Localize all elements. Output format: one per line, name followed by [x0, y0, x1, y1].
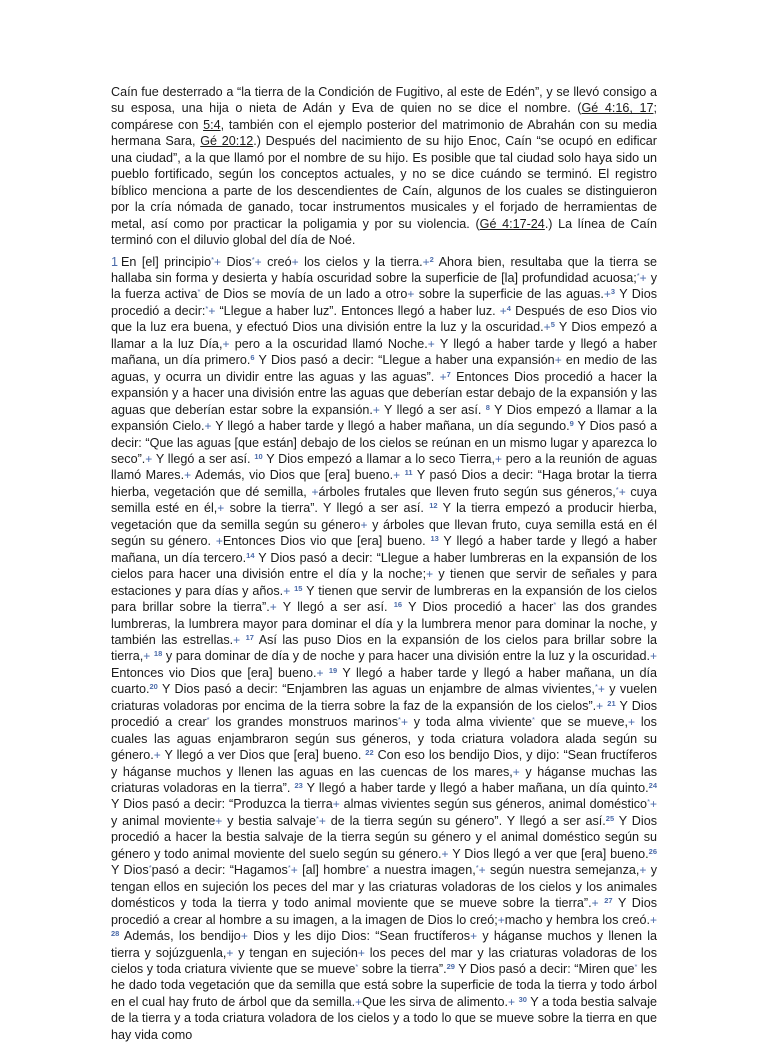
cross-reference-marker[interactable]: +: [318, 813, 326, 828]
cross-reference-marker[interactable]: +: [355, 994, 363, 1009]
cross-reference-marker[interactable]: +: [208, 303, 216, 318]
footnote-marker[interactable]: *: [647, 797, 650, 807]
cross-reference-marker[interactable]: +: [143, 649, 151, 664]
verse-number[interactable]: 19: [328, 665, 338, 675]
verse-number[interactable]: 25: [605, 813, 615, 823]
verse-number[interactable]: 8: [485, 402, 490, 412]
footnote-marker[interactable]: *: [197, 287, 201, 297]
intro-text-5: .) La línea de Caín terminó con el diluvio global del día de Noé.: [111, 216, 657, 248]
cross-reference-marker[interactable]: +: [591, 896, 599, 911]
genesis-text: En [el] principio*+ Dios*+ creó+ los cielos y la tierra.+$^2$ Ahora bien, resultaba que la tierra se hallaba sin forma y desierta y había oscuridad sobre la superficie de [la] profundidad acuosa;*+ y la fuerza activa* de Dios se movía de un lado a otro+ sobre la superficie de las aguas.+$^3$ Y Dios procedió a decir:*+ “Llegue a haber luz”. Entonces llegó a haber luz. +$^4$ Después de eso Dios vio que la luz era buena, y efectuó Dios una división entre la luz y la oscuridad.+$^5$ Y Dios empezó a llamar a la luz Día,+ pero a la oscuridad llamó Noche.+ Y llegó a haber tarde y llegó a haber mañana, un día primero.$^6$ Y Dios pasó a decir: “Llegue a haber una expansión+ en medio de las aguas, y ocurra un dividir entre las aguas y las aguas”. +$^7$ Entonces Dios procedió a hacer la expansión y a hacer una división entre las aguas que deberían estar debajo de la expansión y las aguas que deberían estar sobre la expansión.+ Y llegó a ser así. $^8$ Y Dios empezó a llamar a la expansión Cielo.+ Y llegó a haber tarde y llegó a haber mañana, un día segundo.$^9$ Y Dios pasó a decir: “Que las aguas [que están] debajo de los cielos se reúnan en un mismo lugar y aparezca lo seco”.+ Y llegó a ser así. $^{10}$ Y Dios empezó a llamar a lo seco Tierra,+ pero a la reunión de aguas llamó Mares.+ Además, vio Dios que [era] bueno.+ $^{11}$ Y pasó Dios a decir: “Haga brotar la tierra hierba, vegetación que dé semilla, +árboles frutales que lleven fruto según sus géneros,*+ cuya semilla esté en él,+ sobre la tierra”. Y llegó a ser así. $^{12}$ Y la tierra empezó a producir hierba, vegetación que da semilla según su género+ y árboles que llevan fruto, cuya semilla está en él según su género. +Entonces Dios vio que [era] bueno. $^{13}$ Y llegó a haber tarde y llegó a haber mañana, un día tercero.$^{14}$ Y Dios pasó a decir: “Llegue a haber lumbreras en la expansión de los cielos para hacer una división entre el día y la noche;+ y tienen que servir de señales y para estaciones y para días y años.+ $^{15}$ Y tienen que servir de lumbreras en la expansión de los cielos para brillar sobre la tierra”.+ Y llegó a ser así. $^{16}$ Y Dios procedió a hacer* las dos grandes lumbreras, la lumbrera mayor para dominar el día y la lumbrera menor para dominar la noche, y también las estrellas.+ $^{17}$ Así las puso Dios en la expansión de los cielos para brillar sobre la tierra,+ $^{18}$ y para dominar de día y de noche y para hacer una división entre la luz y la oscuridad.+ Entonces vio Dios que [era] bueno.+ $^{19}$ Y llegó a haber tarde y llegó a haber mañana, un día cuarto.$^{20}$ Y Dios pasó a decir: “Enjambren las aguas un enjambre de almas vivientes,*+ y vuelen criaturas voladoras por encima de la tierra sobre la faz de la expansión de los cielos”.+ $^{21}$ Y Dios procedió a crear* los grandes monstruos marinos*+ y toda alma viviente* que se mueve,+ los cuales las aguas enjambraron según sus géneros, y toda criatura voladora alada según su género.+ Y llegó a ver Dios que [era] bueno. $^{22}$ Con eso los bendijo Dios, y dijo: “Sean fructíferos y háganse muchos y llenen las aguas en las cuencas de los mares,+ y háganse muchas las criaturas voladoras en la tierra”. $^{23}$ Y llegó a haber tarde y llegó a haber mañana, un día quinto.$^{24}$ Y Dios pasó a decir: “Produzca la tierra+ almas vivientes según sus géneros, animal doméstico*+ y animal moviente+ y bestia salvaje*+ de la tierra según su género”. Y llegó a ser así.$^{25}$ Y Dios procedió a hacer la bestia salvaje de la tierra según su género y el animal doméstico según su género y todo animal moviente del suelo según su género.+ Y Dios llegó a ver que [era] bueno.$^{26}$ Y Dios*pasó a decir: “Hagamos*+ [al] hombre* a nuestra imagen,*+ según nuestra semejanza,+ y tengan ellos en sujeción los peces del mar y las criaturas voladoras de los cielos y los animales domésticos y toda la tierra y todo animal moviente que se mueve sobre la tierra”.+ $^{27}$ Y Dios procedió a crear al hombre a su imagen, a la imagen de Dios lo creó;+macho y hembra los creó.+ $^{28}$ Además, los bendijo+ Dios y les dijo Dios: “Sean fructíferos+ y háganse muchos y llenen la tierra y sojúzguenla,+ y tengan en sujeción+ los peces del mar y las criaturas voladoras de los cielos y toda criatura viviente que se mueve* sobre la tierra”.$^{29}$ Y Dios pasó a decir: “Miren que* les he dado toda vegetación que da semilla que está sobre la superficie de toda la tierra y todo árbol en el cual hay fruto de árbol que da semilla.+Que les sirva de alimento.+ $^{30}$ Y a toda bestia salvaje de la tierra y a toda criatura voladora de los cielos y a todo lo que se mueve sobre la tierra en que hay vida como: [111, 254, 658, 1042]
cross-reference-marker[interactable]: +: [184, 468, 192, 483]
cross-reference-marker[interactable]: +: [427, 336, 435, 351]
cross-reference-marker[interactable]: +: [596, 698, 604, 713]
verse-number[interactable]: 12: [429, 501, 438, 511]
cross-reference-marker[interactable]: +: [597, 682, 605, 697]
cross-reference-marker[interactable]: +: [204, 419, 212, 434]
cross-reference-marker[interactable]: +: [512, 764, 520, 779]
footnote-marker[interactable]: *: [148, 863, 152, 873]
cross-reference-marker[interactable]: +: [650, 649, 658, 664]
verse-number[interactable]: 2: [429, 254, 434, 264]
cross-reference-marker[interactable]: +: [316, 665, 324, 680]
cross-reference-marker[interactable]: +: [233, 632, 241, 647]
verse-number[interactable]: 4: [506, 303, 511, 313]
verse-number[interactable]: 24: [648, 781, 657, 791]
footnote-marker[interactable]: *: [355, 962, 359, 972]
footnote-marker[interactable]: *: [615, 484, 619, 494]
cross-reference-marker[interactable]: +: [470, 929, 478, 944]
footnote-marker[interactable]: *: [205, 303, 209, 313]
verse-number[interactable]: 5: [550, 320, 555, 330]
footnote-marker[interactable]: *: [315, 813, 319, 823]
footnote-marker[interactable]: *: [287, 863, 291, 873]
cross-reference-marker[interactable]: +: [543, 320, 551, 335]
cross-reference-marker[interactable]: +: [508, 994, 516, 1009]
scripture-link-ge-20-12[interactable]: Gé 20:12: [200, 134, 254, 149]
footnote-marker[interactable]: *: [532, 715, 535, 725]
verse-number[interactable]: 7: [446, 369, 451, 379]
verse-number[interactable]: 23: [294, 781, 303, 791]
scripture-link-5-4[interactable]: 5:4: [203, 117, 221, 132]
intro-text-1: Caín fue desterrado a “la tierra de la Condición de Fugitivo, al este de Edén”, y se llevó consigo a su esposa, una hija o nieta de Adán y Eva de quien no se dice el nombre. (: [111, 85, 657, 116]
cross-reference-marker[interactable]: +: [400, 715, 408, 730]
verse-number[interactable]: 28: [111, 929, 120, 939]
cross-reference-marker[interactable]: +: [478, 863, 486, 878]
cross-reference-marker[interactable]: +: [240, 929, 248, 944]
verse-number[interactable]: 29: [446, 962, 455, 972]
cross-reference-marker[interactable]: +: [603, 287, 611, 302]
verse-number[interactable]: 17: [245, 632, 254, 642]
intro-paragraph: [111, 84, 657, 249]
cross-reference-marker[interactable]: +: [494, 451, 502, 466]
cross-reference-marker[interactable]: +: [628, 715, 636, 730]
cross-reference-marker[interactable]: +: [215, 534, 223, 549]
footnote-marker[interactable]: *: [594, 682, 598, 692]
cross-reference-marker[interactable]: +: [291, 254, 299, 269]
cross-reference-marker[interactable]: +: [650, 912, 658, 927]
cross-reference-marker[interactable]: +: [226, 945, 234, 960]
cross-reference-marker[interactable]: +: [360, 517, 368, 532]
verse-number[interactable]: 11: [404, 468, 413, 478]
verse-number[interactable]: 22: [365, 748, 374, 758]
cross-reference-marker[interactable]: +: [639, 270, 647, 285]
footnote-marker[interactable]: *: [636, 270, 640, 280]
cross-reference-marker[interactable]: +: [407, 287, 415, 302]
verse-number[interactable]: 15: [294, 583, 303, 593]
verse-number[interactable]: 30: [518, 994, 527, 1004]
footnote-marker[interactable]: *: [251, 254, 255, 264]
cross-reference-marker[interactable]: +: [649, 797, 657, 812]
scripture-link-ge-4-16-17[interactable]: Gé 4:16, 17: [581, 101, 654, 116]
cross-reference-marker[interactable]: +: [145, 451, 153, 466]
intro-text-2: ; compárese con: [111, 101, 657, 132]
verse-number[interactable]: 26: [648, 846, 658, 856]
footnote-marker[interactable]: *: [475, 863, 479, 873]
cross-reference-marker[interactable]: +: [393, 468, 401, 483]
cross-reference-marker[interactable]: +: [499, 303, 507, 318]
verse-number[interactable]: 20: [149, 682, 158, 692]
verse-number[interactable]: 9: [569, 419, 574, 429]
cross-reference-marker[interactable]: +: [618, 484, 626, 499]
cross-reference-marker[interactable]: +: [215, 813, 223, 828]
cross-reference-marker[interactable]: +: [153, 748, 161, 763]
cross-reference-marker[interactable]: +: [426, 567, 434, 582]
document-page: [111, 84, 657, 1043]
chapter-number: 1: [111, 254, 119, 269]
cross-reference-marker[interactable]: +: [639, 863, 647, 878]
footnote-marker[interactable]: *: [365, 863, 369, 873]
footnote-marker[interactable]: *: [398, 715, 401, 725]
verse-number[interactable]: 6: [250, 353, 255, 363]
verse-number[interactable]: 27: [604, 896, 613, 906]
cross-reference-marker[interactable]: +: [217, 501, 225, 516]
cross-reference-marker[interactable]: +: [254, 254, 262, 269]
footnote-marker[interactable]: *: [634, 962, 638, 972]
footnote-marker[interactable]: *: [206, 715, 210, 725]
cross-reference-marker[interactable]: +: [290, 863, 298, 878]
verse-number[interactable]: 10: [254, 451, 263, 461]
cross-reference-marker[interactable]: +: [422, 254, 430, 269]
cross-reference-marker[interactable]: +: [214, 254, 222, 269]
footnote-marker[interactable]: *: [211, 254, 214, 264]
cross-reference-marker[interactable]: +: [554, 353, 562, 368]
cross-reference-marker[interactable]: +: [269, 600, 277, 615]
footnote-marker[interactable]: *: [553, 600, 557, 610]
intro-text-3: , también con el ejemplo posterior del matrimonio de Abrahán con su media hermana Sara,: [111, 117, 657, 149]
cross-reference-marker[interactable]: +: [497, 912, 505, 927]
verse-number[interactable]: 14: [246, 550, 255, 560]
cross-reference-marker[interactable]: +: [372, 402, 380, 417]
cross-reference-marker[interactable]: +: [222, 336, 230, 351]
intro-text-4: .) Después del nacimiento de su hijo Enoc, Caín “se ocupó en edificar una ciudad”, a la que llamó por el nombre de su hijo. Es posible que tal ciudad solo haya sido un pueblo fortificado, según los conceptos actuales, y no se dice cuándo se terminó. El registro bíblico menciona a parte de los descendientes de Caín, algunos de los cuales se distinguieron por la cría nómada de ganado, tocar instrumentos musicales y el forjado de herramientas de metal, así como por practicar la poligamia y por su violencia. (: [111, 134, 657, 231]
scripture-link-ge-4-17-24[interactable]: Gé 4:17-24: [479, 216, 545, 231]
cross-reference-marker[interactable]: +: [439, 369, 447, 384]
verse-number[interactable]: 13: [430, 534, 439, 544]
cross-reference-marker[interactable]: +: [283, 583, 291, 598]
verse-number[interactable]: 3: [610, 287, 616, 297]
cross-reference-marker[interactable]: +: [357, 945, 365, 960]
cross-reference-marker[interactable]: +: [441, 846, 449, 861]
verse-number[interactable]: 16: [393, 600, 403, 610]
cross-reference-marker[interactable]: +: [332, 797, 340, 812]
genesis-paragraph: [111, 254, 657, 1043]
verse-number[interactable]: 21: [607, 698, 616, 708]
cross-reference-marker[interactable]: +: [311, 484, 319, 499]
verse-number[interactable]: 18: [153, 649, 163, 659]
